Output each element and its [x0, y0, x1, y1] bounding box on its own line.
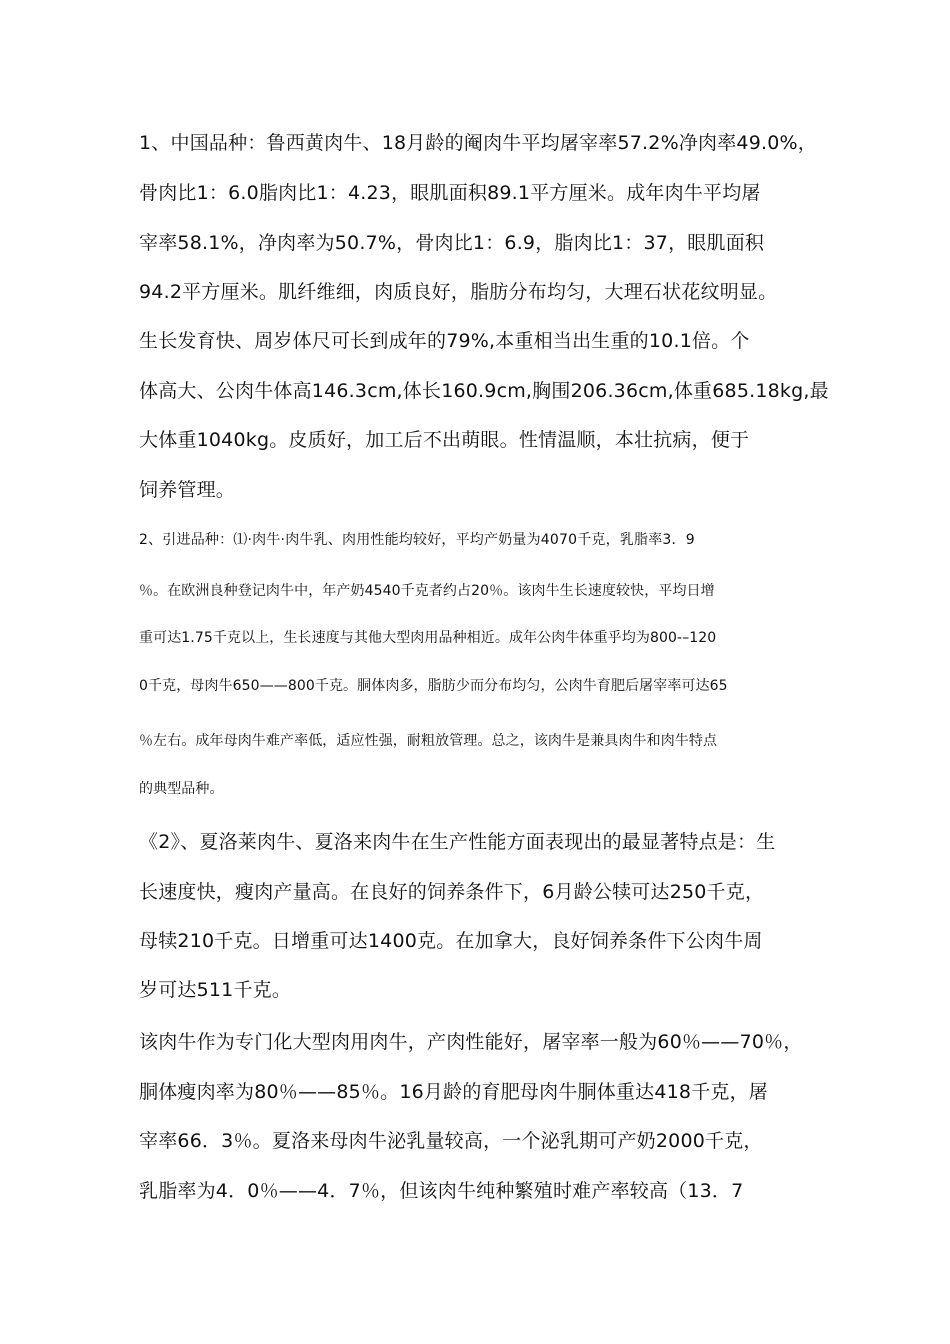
text-line: 94.2平方厘米。肌纤维细，肉质良好，脂肪分布均匀，大理石状花纹明显。 [139, 281, 778, 303]
text-line: 饲养管理。 [139, 479, 236, 501]
text-line: 重可达1.75千克以上，生长速度与其他大型肉用品种相近。成年公肉牛体重乎均为800-–120 [139, 630, 717, 646]
text-line: 胴体瘦肉率为80％——85％。16月龄的育肥母肉牛胴体重达418千克，屠 [139, 1081, 768, 1103]
text-line: 大体重1040kg。皮质好，加工后不出萌眼。性情温顺，本壮抗病，便于 [139, 429, 750, 451]
text-line: 乳脂率为4．0％——4．7％，但该肉牛纯种繁殖时难产率较高（13．7 [139, 1180, 744, 1202]
text-line: 体高大、公肉牛体高146.3cm,体长160.9cm,胸围206.36cm,体重685.18kg,最 [139, 380, 829, 402]
text-line: 0千克，母肉牛650——800千克。胴体肉多，脂肪少而分布均匀，公肉牛育肥后屠宰率可达65 [139, 678, 728, 694]
text-line: 的典型品种。 [139, 781, 224, 797]
text-line: 骨肉比1：6.0脂肉比1：4.23，眼肌面积89.1平方厘米。成年肉牛平均屠 [139, 182, 761, 204]
text-line: 岁可达511千克。 [139, 979, 292, 1001]
text-line: 宰率58.1%，净肉率为50.7%，骨肉比1：6.9，脂肉比1：37，眼肌面积 [139, 232, 765, 254]
text-line: 该肉牛作为专门化大型肉用肉牛，产肉性能好，屠宰率一般为60％——70％， [139, 1031, 803, 1053]
text-line: 长速度快，瘦肉产量高。在良好的饲养条件下，6月龄公犊可达250千克， [139, 881, 765, 903]
text-line: ％左右。成年母肉牛难产率低，适应性强，耐粗放管理。总之，该肉牛是兼具肉牛和肉牛特点 [139, 733, 718, 749]
text-line: 生长发育快、周岁体尺可长到成年的79%,本重相当出生重的10.1倍。个 [139, 330, 750, 352]
text-line [139, 527, 695, 549]
text-line: 宰率66．3％。夏洛来母肉牛泌乳量较高，一个泌乳期可产奶2000千克， [139, 1130, 763, 1152]
text-line-content: 2、引进品种：⑴·肉牛·肉牛乳、肉用性能均较好，平均产奶量为4070千克，乳脂率3．9 [139, 532, 695, 548]
text-line: ％。在欧洲良种登记肉牛中，年产奶4540千克者约占20％。该肉牛生长速度较快，平均日增 [139, 583, 715, 599]
text-line: 《2》、夏洛莱肉牛、夏洛来肉牛在生产性能方面表现出的最显著特点是：生 [139, 831, 776, 853]
text-line: 1、中国品种：鲁西黄肉牛、18月龄的阉肉牛平均屠宰率57.2%净肉率49.0%， [139, 132, 817, 154]
text-line: 母犊210千克。日增重可达1400克。在加拿大，良好饲养条件下公肉牛周 [139, 930, 763, 952]
